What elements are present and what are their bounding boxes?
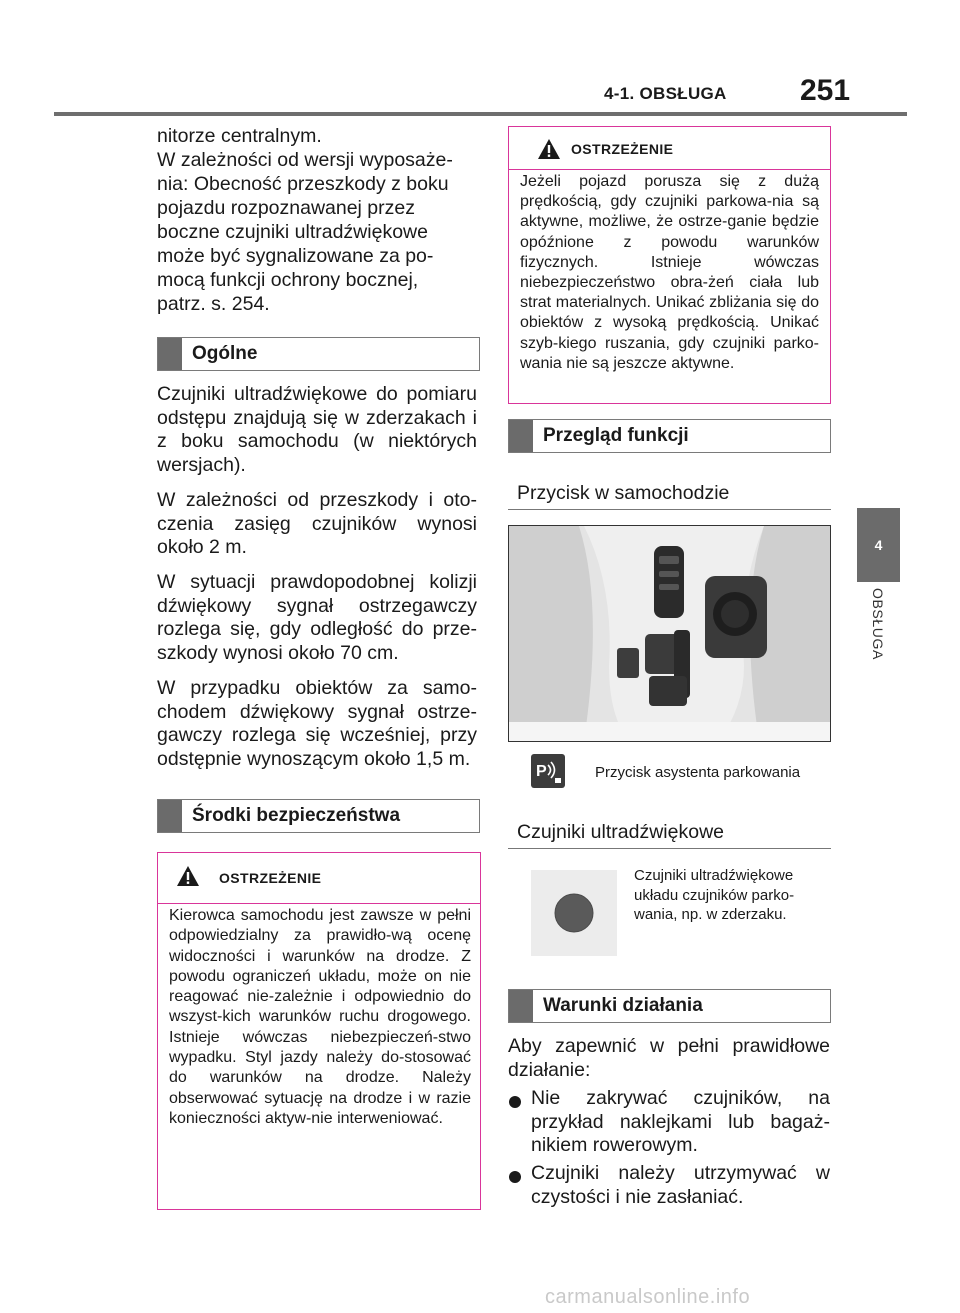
heading-marker <box>158 338 182 370</box>
heading-general <box>157 337 480 371</box>
intro-paragraph: nitorze centralnym. W zależności od wersji wyposaże- nia: Obecność przeszkody z boku pojazdu rozpoznawanej przez boczne czujniki ultradźwiękowe może być sygnalizowane za po- mocą funkcji ochrony bocznej, patrz. s. 254. <box>157 125 453 315</box>
heading-overview <box>508 419 831 453</box>
warning-triangle-icon <box>537 138 561 160</box>
heading-general-label: Ogólne <box>192 343 258 364</box>
chapter-number: 4 <box>874 537 883 553</box>
heading-marker <box>509 420 533 452</box>
warning-text: Kierowca samochodu jest zawsze w pełni odpowiedzialny za prawidło-wą ocenę widoczności i warunków na drodze. Z powodu ograniczeń układu, może on nie reagować nie-zależnie i odpowiednio do wszyst-kich warunków ruchu drogowego. Istnieje wówczas niebezpieczeń-stwo wypadku. Styl jazdy należy do-stosować do warunków na drodze. Należy obserwować sytuację na drodze i w razie konieczności aktyw-nie interweniować. <box>169 907 471 1127</box>
bullet-item: Nie zakrywać czujników, na przykład naklejkami lub bagaż-nikiem rowerowym. <box>531 1087 830 1156</box>
warning-header <box>158 853 480 904</box>
chapter-tab-number <box>857 508 900 582</box>
warning-label: OSTRZEŻENIE <box>571 141 674 157</box>
parking-sensor-icon <box>531 754 565 788</box>
page-number: 251 <box>800 74 851 107</box>
paragraph-rear-objects: W przypadku obiektów za samo-chodem dźwiękowy sygnał ostrze-gawczy rozlega się wcześniej, przy odstępnie wynoszącym około 1,5 m. <box>157 677 477 770</box>
conditions-intro: Aby zapewnić w pełni prawidłowe działanie: <box>508 1035 830 1081</box>
park-assist-button-icon <box>531 754 565 788</box>
bullet-item: Czujniki należy utrzymywać w czystości i nie zasłaniać. <box>531 1162 830 1208</box>
sensor-icon <box>531 870 617 956</box>
heading-marker <box>509 990 533 1022</box>
paragraph-sensors-location: Czujniki ultradźwiękowe do pomiaru odstępu znajdują się w zderzakach i z boku samochodu (w niektórych wersjach). <box>157 383 477 476</box>
subheading-button: Przycisk w samochodzie <box>517 482 730 504</box>
watermark: carmanualsonline.info <box>545 1286 751 1308</box>
console-photo <box>508 525 831 742</box>
console-illustration <box>509 526 830 741</box>
warning-box-left <box>157 852 481 1210</box>
chapter-tab-label <box>857 588 900 688</box>
heading-conditions-label: Warunki działania <box>543 995 703 1016</box>
heading-marker <box>158 800 182 832</box>
header-rule <box>54 112 907 116</box>
heading-overview-label: Przegląd funkcji <box>543 425 689 446</box>
svg-text:P: P <box>536 763 547 780</box>
warning-box-right <box>508 126 831 404</box>
warning-triangle-icon <box>176 865 200 887</box>
subheading-rule <box>508 848 831 849</box>
warning-text: Jeżeli pojazd porusza się z dużą prędkością, gdy czujniki parkowa-nia są aktywne, możliwe, że ostrze-ganie będzie opóźnione z powodu warunków fizycznych. Istnieje wówczas niebezpieczeństwo obra-żeń ciała lub strat materialnych. Unikać zbliżania się do obiektów z wysoką prędkością. Unikać szyb-kiego ruszania, gdy czujniki parko-wania nie są jeszcze aktywne. <box>520 173 819 372</box>
warning-header <box>509 127 830 170</box>
paragraph-collision: W sytuacji prawdopodobnej kolizji dźwiękowy sygnał ostrzegawczy rozlega się, gdy odległość do prze-szkody wynosi około 70 cm. <box>157 571 477 664</box>
bullet-dot <box>509 1096 521 1108</box>
heading-conditions <box>508 989 831 1023</box>
subheading-rule <box>508 509 831 510</box>
sensor-illustration <box>531 870 617 956</box>
chapter-label: OBSŁUGA <box>870 588 886 660</box>
sensor-caption: Czujniki ultradźwiękowe układu czujników parko-wania, np. w zderzaku. <box>634 867 795 923</box>
button-caption: Przycisk asystenta parkowania <box>595 764 801 781</box>
bullet-dot <box>509 1171 521 1183</box>
section-title: 4-1. OBSŁUGA <box>604 84 727 103</box>
subheading-sensors: Czujniki ultradźwiękowe <box>517 821 724 843</box>
heading-safety <box>157 799 480 833</box>
paragraph-range: W zależności od przeszkody i oto-czenia zasięg czujników wynosi około 2 m. <box>157 489 477 558</box>
warning-label: OSTRZEŻENIE <box>219 870 322 886</box>
heading-safety-label: Środki bezpieczeństwa <box>192 805 401 826</box>
